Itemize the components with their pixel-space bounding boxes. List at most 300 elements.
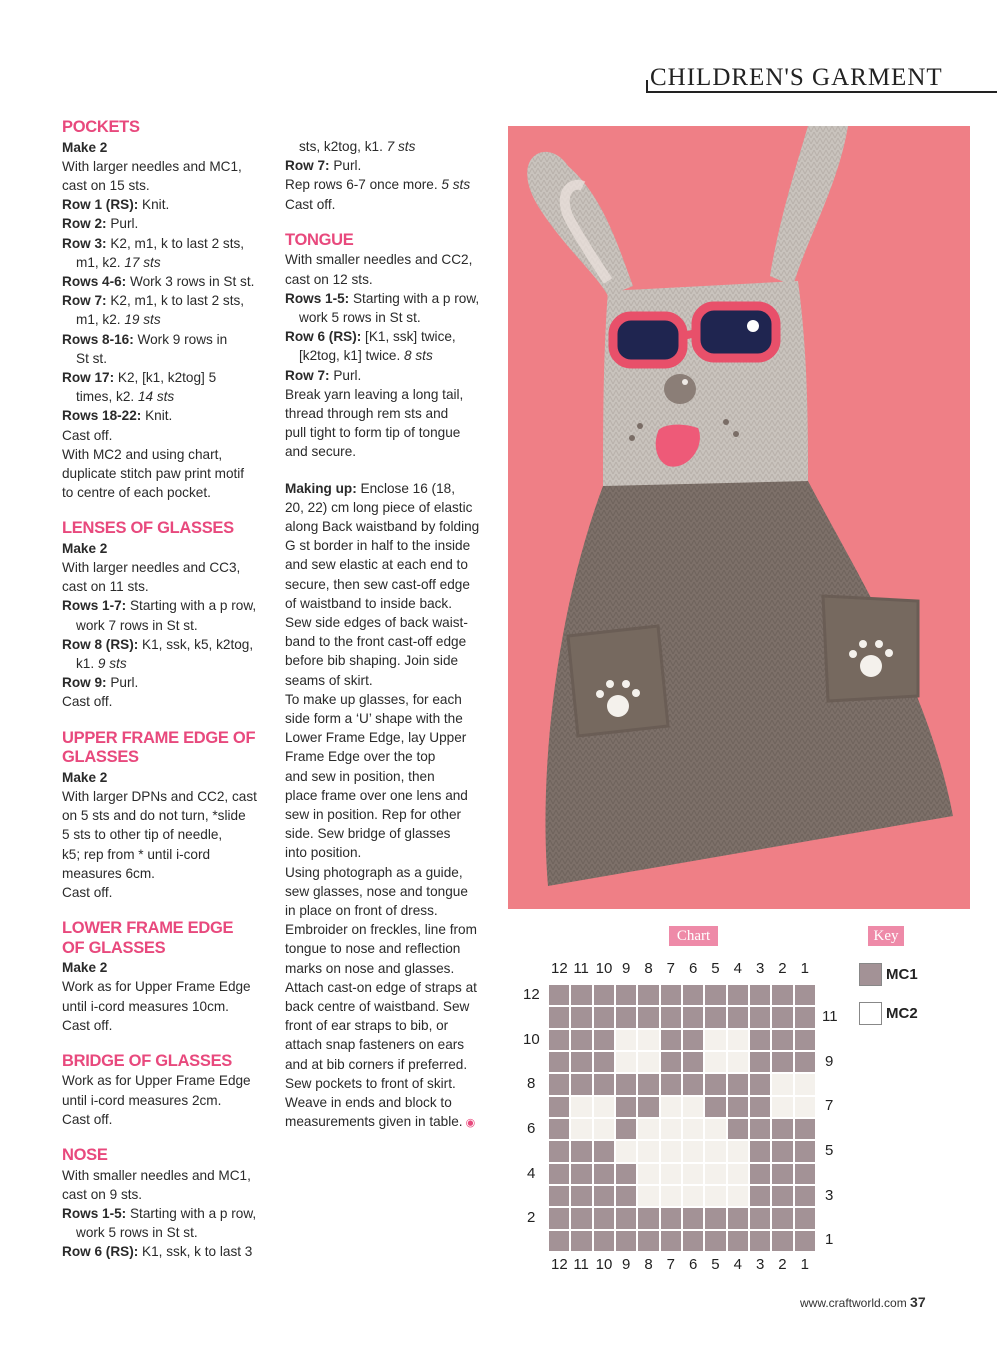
instruction-line: Cast off. (62, 1111, 113, 1127)
instruction-line: Work as for Upper Frame Edge (62, 1073, 251, 1089)
chart-col-number-bottom: 8 (644, 1256, 653, 1273)
chart-cell-mc1 (638, 985, 658, 1005)
section-heading: TONGUE (285, 230, 354, 249)
instruction-line: front of ear straps to bib, or (285, 1018, 449, 1034)
chart-label: Chart (669, 926, 718, 946)
chart-cell-mc1 (795, 1164, 815, 1184)
chart-cell-mc1 (728, 1074, 748, 1094)
instruction-line: times, k2. 14 sts (76, 389, 175, 405)
chart-col-number-bottom: 5 (711, 1256, 720, 1273)
instruction-line: Lower Frame Edge, lay Upper (285, 730, 467, 746)
chart-cell-mc1 (594, 1164, 614, 1184)
chart-cell-mc1 (750, 1208, 770, 1228)
chart-cell-mc1 (594, 1030, 614, 1050)
chart-cell-mc1 (705, 1074, 725, 1094)
chart-cell-mc2 (594, 1119, 614, 1139)
section-heading: BRIDGE OF GLASSES (62, 1051, 233, 1070)
instruction-line: measurements given in table. ◉ (285, 1114, 476, 1130)
chart-grid (548, 984, 816, 1252)
chart-col-number-top: 8 (644, 960, 653, 977)
chart-cell-mc2 (772, 1074, 792, 1094)
chart-cell-mc2 (638, 1186, 658, 1206)
instruction-line: Make 2 (62, 139, 108, 155)
pattern-section (285, 137, 495, 214)
instruction-line: cast on 11 sts. (62, 579, 149, 595)
instruction-line: band to the front cast-off edge (285, 634, 467, 650)
chart-cell-mc1 (549, 985, 569, 1005)
chart-col-number-bottom: 4 (733, 1256, 742, 1273)
chart-cell-mc1 (750, 1097, 770, 1117)
chart-cell-mc1 (750, 1119, 770, 1139)
chart-cell-mc1 (594, 1052, 614, 1072)
header-divider (646, 91, 997, 93)
chart-cell-mc1 (683, 985, 703, 1005)
chart-cell-mc2 (728, 1186, 748, 1206)
instruction-line: k1. 9 sts (76, 656, 127, 672)
key-label: Key (868, 926, 904, 946)
chart-cell-mc1 (616, 1119, 636, 1139)
key-swatch-mc2 (859, 1002, 882, 1025)
chart-cell-mc1 (772, 1052, 792, 1072)
instruction-line: cast on 9 sts. (62, 1186, 143, 1202)
chart-cell-mc1 (683, 1074, 703, 1094)
chart-cell-mc1 (728, 1231, 748, 1251)
instruction-line: With smaller needles and MC1, (62, 1167, 251, 1183)
chart-row-number-left: 6 (527, 1119, 536, 1137)
chart-cell-mc1 (728, 1119, 748, 1139)
instruction-line: Rows 1-7: Starting with a p row, (62, 598, 257, 614)
bunny-pinafore-photo (508, 126, 970, 909)
chart-cell-mc1 (616, 1164, 636, 1184)
chart-cell-mc1 (616, 985, 636, 1005)
instruction-line: attach snap fasteners on ears (285, 1037, 465, 1053)
chart-col-number-bottom: 3 (755, 1256, 765, 1273)
chart-cell-mc1 (549, 1208, 569, 1228)
chart-cell-mc1 (795, 985, 815, 1005)
chart-row-number-right: 5 (825, 1141, 834, 1159)
chart-cell-mc2 (705, 1119, 725, 1139)
instruction-line: Frame Edge over the top (285, 749, 436, 765)
chart-cell-mc2 (616, 1052, 636, 1072)
chart-cell-mc1 (549, 1231, 569, 1251)
chart-cell-mc2 (705, 1141, 725, 1161)
chart-cell-mc1 (549, 1164, 569, 1184)
pattern-section (285, 231, 495, 1134)
chart-cell-mc1 (571, 985, 591, 1005)
chart-row-number-left: 10 (523, 1030, 540, 1048)
instruction-line: Attach cast-on edge of straps at (285, 979, 477, 995)
chart-cell-mc1 (772, 1208, 792, 1228)
instruction-line: until i-cord measures 2cm. (62, 1092, 222, 1108)
chart-cell-mc1 (683, 1231, 703, 1251)
chart-cell-mc2 (705, 1186, 725, 1206)
chart-cell-mc1 (795, 1141, 815, 1161)
instruction-line: thread through rem sts and (285, 405, 449, 421)
chart-cell-mc1 (571, 1030, 591, 1050)
chart-col-number-bottom: 11 (573, 1256, 589, 1273)
chart-row-number-right: 9 (825, 1052, 834, 1070)
chart-cell-mc1 (705, 1208, 725, 1228)
instruction-line: Row 7: Purl. (285, 158, 362, 174)
instruction-line: along Back waistband by folding (285, 518, 480, 534)
chart-cell-mc1 (594, 1074, 614, 1094)
instruction-line: into position. (285, 845, 362, 861)
chart-cell-mc1 (772, 1119, 792, 1139)
chart-cell-mc1 (772, 1231, 792, 1251)
instruction-line: Embroider on freckles, line from (285, 922, 477, 938)
chart-row-number-right: 11 (822, 1008, 838, 1025)
chart-cell-mc1 (616, 1208, 636, 1228)
chart-cell-mc1 (549, 1141, 569, 1161)
chart-col-number-bottom: 9 (621, 1256, 631, 1273)
instruction-line: k5; rep from * until i-cord (62, 846, 211, 862)
instruction-line: Rows 4-6: Work 3 rows in St st. (62, 273, 255, 289)
instruction-line: Rep rows 6-7 once more. 5 sts (285, 177, 471, 193)
chart-cell-mc1 (750, 1186, 770, 1206)
instruction-line: sew glasses, nose and tongue (285, 883, 468, 899)
chart-cell-mc1 (549, 1097, 569, 1117)
chart-cell-mc2 (661, 1186, 681, 1206)
instruction-line: Weave in ends and block to (285, 1095, 452, 1111)
chart-cell-mc1 (594, 1186, 614, 1206)
chart-cell-mc1 (772, 1186, 792, 1206)
chart-cell-mc1 (594, 985, 614, 1005)
instruction-line: Break yarn leaving a long tail, (285, 386, 464, 402)
chart-cell-mc1 (705, 1097, 725, 1117)
instruction-line: Row 8 (RS): K1, ssk, k5, k2tog, (62, 636, 254, 652)
chart-cell-mc1 (571, 1186, 591, 1206)
chart-cell-mc1 (728, 985, 748, 1005)
instruction-line: St st. (76, 350, 107, 366)
footer (800, 1294, 926, 1310)
pattern-column-left (62, 118, 272, 1279)
chart-row-number-left: 12 (523, 986, 540, 1003)
chart-row-number-right: 3 (825, 1186, 834, 1204)
instruction-line: Sew pockets to front of skirt. (285, 1075, 456, 1091)
chart-row-number-right: 1 (825, 1231, 834, 1249)
chart-cell-mc1 (750, 1074, 770, 1094)
instruction-line: Rows 1-5: Starting with a p row, (62, 1205, 257, 1221)
instruction-line: secure, then sew cast-off edge (285, 576, 470, 592)
chart-col-number-top: 7 (666, 960, 675, 977)
instruction-line: tongue to nose and reflection (285, 941, 461, 957)
instruction-line: measures 6cm. (62, 865, 155, 881)
chart-cell-mc1 (772, 985, 792, 1005)
chart-cell-mc1 (683, 1052, 703, 1072)
chart-cell-mc2 (638, 1141, 658, 1161)
chart-cell-mc1 (638, 1231, 658, 1251)
instruction-line: before bib shaping. Join side (285, 653, 459, 669)
chart-cell-mc2 (661, 1119, 681, 1139)
chart-cell-mc1 (549, 1074, 569, 1094)
chart-cell-mc1 (750, 1164, 770, 1184)
instruction-line: and secure. (285, 444, 357, 460)
chart-cell-mc1 (594, 1231, 614, 1251)
chart-cell-mc1 (661, 1231, 681, 1251)
section-heading: LOWER FRAME EDGE OF GLASSES (62, 919, 234, 957)
chart-row-number-left: 8 (527, 1075, 536, 1093)
chart-cell-mc1 (594, 1208, 614, 1228)
instruction-line: on 5 sts and do not turn, *slide (62, 808, 246, 824)
chart-cell-mc2 (638, 1164, 658, 1184)
chart-cell-mc2 (728, 1164, 748, 1184)
chart-cell-mc2 (772, 1097, 792, 1117)
chart-cell-mc1 (549, 1007, 569, 1027)
chart-cell-mc1 (750, 1007, 770, 1027)
instruction-line: sts, k2tog, k1. 7 sts (299, 139, 416, 154)
instruction-line: To make up glasses, for each (285, 691, 462, 707)
chart-cell-mc2 (638, 1030, 658, 1050)
chart-cell-mc1 (795, 1119, 815, 1139)
chart-col-number-top: 3 (755, 960, 765, 977)
chart-cell-mc1 (772, 1141, 792, 1161)
key-swatch-mc1 (859, 963, 882, 986)
chart-col-number-bottom: 2 (778, 1256, 787, 1273)
instruction-line: marks on nose and glasses. (285, 960, 455, 976)
end-mark-icon: ◉ (462, 1117, 476, 1130)
instruction-line: m1, k2. 17 sts (76, 254, 161, 270)
chart-cell-mc1 (750, 1231, 770, 1251)
instruction-line: seams of skirt. (285, 672, 373, 688)
instruction-line: 20, 22) cm long piece of elastic (285, 499, 473, 515)
instruction-line: of waistband to inside back. (285, 595, 453, 611)
chart-cell-mc1 (661, 1030, 681, 1050)
chart-cell-mc2 (795, 1074, 815, 1094)
instruction-line: Cast off. (62, 884, 113, 900)
instruction-line: work 5 rows in St st. (76, 1225, 198, 1241)
chart-cell-mc1 (772, 1164, 792, 1184)
instruction-line: Row 7: Purl. (285, 367, 362, 383)
chart-col-number-top: 11 (573, 960, 589, 977)
chart-cell-mc1 (795, 1030, 815, 1050)
instruction-line: Make 2 (62, 960, 108, 976)
chart-cell-mc1 (571, 1231, 591, 1251)
chart-cell-mc1 (772, 1007, 792, 1027)
chart-cell-mc2 (638, 1119, 658, 1139)
chart-cell-mc1 (772, 1030, 792, 1050)
instruction-line: to centre of each pocket. (62, 485, 211, 501)
chart-cell-mc1 (661, 985, 681, 1005)
instruction-line: Making up: Enclose 16 (18, (285, 480, 455, 496)
key-label-mc1: MC1 (886, 966, 918, 983)
instruction-line: Row 7: K2, m1, k to last 2 sts, (62, 293, 245, 309)
instruction-line: Row 6 (RS): K1, ssk, k to last 3 (62, 1244, 253, 1260)
instruction-line: Row 3: K2, m1, k to last 2 sts, (62, 235, 245, 251)
chart-cell-mc2 (683, 1141, 703, 1161)
instruction-line: cast on 12 sts. (285, 271, 373, 287)
section-heading: POCKETS (62, 118, 140, 136)
chart-cell-mc1 (728, 1007, 748, 1027)
chart-cell-mc1 (750, 1052, 770, 1072)
chart-cell-mc2 (661, 1164, 681, 1184)
chart-cell-mc1 (705, 1007, 725, 1027)
instruction-line: Cast off. (62, 427, 113, 443)
chart-cell-mc2 (683, 1097, 703, 1117)
chart-col-number-bottom: 6 (688, 1256, 698, 1273)
instruction-line: With larger DPNs and CC2, cast (62, 788, 257, 804)
instruction-line: Sew side edges of back waist- (285, 614, 468, 630)
chart-row-number-right: 7 (825, 1097, 834, 1115)
instruction-line: Row 6 (RS): [K1, ssk] twice, (285, 329, 456, 345)
footer-site: www.craftworld.com (800, 1296, 907, 1310)
chart-cell-mc2 (705, 1164, 725, 1184)
instruction-line: Cast off. (285, 196, 336, 212)
instruction-line: m1, k2. 19 sts (76, 312, 161, 328)
chart-cell-mc2 (683, 1186, 703, 1206)
pattern-section (62, 729, 272, 902)
instruction-line: [k2tog, k1] twice. 8 sts (299, 348, 433, 364)
instruction-line: place frame over one lens and (285, 787, 468, 803)
page-number: 37 (910, 1294, 926, 1310)
chart-cell-mc1 (705, 1231, 725, 1251)
instruction-line: 5 sts to other tip of needle, (62, 827, 223, 843)
chart-cell-mc2 (594, 1097, 614, 1117)
pattern-section (62, 519, 272, 711)
chart-col-number-top: 1 (800, 960, 809, 977)
instruction-line: Rows 8-16: Work 9 rows in (62, 331, 228, 347)
pattern-column-right (285, 137, 495, 1150)
chart-cell-mc1 (549, 1030, 569, 1050)
chart-cell-mc1 (683, 1030, 703, 1050)
chart-cell-mc2 (683, 1164, 703, 1184)
chart-col-number-bottom: 1 (800, 1256, 809, 1273)
instruction-line: Cast off. (62, 694, 113, 710)
chart-col-number-top: 2 (778, 960, 787, 977)
chart-cell-mc1 (661, 1208, 681, 1228)
chart-cell-mc1 (795, 1052, 815, 1072)
chart-cell-mc1 (594, 1007, 614, 1027)
chart-cell-mc1 (616, 1186, 636, 1206)
chart-cell-mc1 (795, 1208, 815, 1228)
chart-cell-mc1 (571, 1007, 591, 1027)
chart-cell-mc2 (795, 1097, 815, 1117)
instruction-line: and sew in position, then (285, 768, 435, 784)
instruction-line: Rows 1-5: Starting with a p row, (285, 290, 480, 306)
instruction-line: Row 1 (RS): Knit. (62, 197, 170, 213)
chart-cell-mc1 (616, 1097, 636, 1117)
chart-cell-mc1 (549, 1186, 569, 1206)
chart-cell-mc2 (728, 1052, 748, 1072)
instruction-line: side. Sew bridge of glasses (285, 826, 451, 842)
pattern-section (62, 118, 272, 502)
chart-cell-mc1 (661, 1007, 681, 1027)
chart-cell-mc1 (750, 1030, 770, 1050)
instruction-line: Row 17: K2, [k1, k2tog] 5 (62, 369, 217, 385)
chart-cell-mc1 (683, 1208, 703, 1228)
instruction-line: Rows 18-22: Knit. (62, 408, 173, 424)
chart-cell-mc1 (661, 1074, 681, 1094)
instruction-line: work 5 rows in St st. (299, 309, 421, 325)
chart-cell-mc1 (549, 1119, 569, 1139)
chart-cell-mc1 (683, 1007, 703, 1027)
chart-cell-mc1 (728, 1097, 748, 1117)
chart-cell-mc1 (795, 1231, 815, 1251)
instruction-line: Using photograph as a guide, (285, 864, 463, 880)
chart-cell-mc2 (571, 1097, 591, 1117)
chart-cell-mc1 (705, 985, 725, 1005)
chart-cell-mc2 (705, 1030, 725, 1050)
chart-row-number-left: 2 (527, 1209, 536, 1227)
chart-cell-mc2 (683, 1119, 703, 1139)
chart-cell-mc1 (571, 1141, 591, 1161)
section-heading: NOSE (62, 1146, 108, 1165)
instruction-line: sew in position. Rep for other (285, 807, 462, 822)
chart-cell-mc1 (616, 1074, 636, 1094)
chart-cell-mc1 (750, 985, 770, 1005)
section-title: CHILDREN'S GARMENT (650, 64, 943, 91)
chart-col-number-top: 9 (621, 960, 631, 977)
chart-cell-mc2 (661, 1097, 681, 1117)
pattern-section (62, 1052, 272, 1129)
chart-cell-mc1 (728, 1208, 748, 1228)
chart-cell-mc1 (638, 1007, 658, 1027)
chart-col-number-bottom: 7 (666, 1256, 675, 1273)
chart-cell-mc1 (616, 1007, 636, 1027)
chart-cell-mc1 (594, 1141, 614, 1161)
chart-cell-mc1 (750, 1141, 770, 1161)
instruction-line: work 7 rows in St st. (76, 617, 198, 633)
chart-cell-mc2 (728, 1141, 748, 1161)
section-heading: LENSES OF GLASSES (62, 519, 234, 538)
chart-cell-mc1 (571, 1164, 591, 1184)
chart-cell-mc1 (638, 1208, 658, 1228)
chart-cell-mc1 (795, 1186, 815, 1206)
instruction-line: pull tight to form tip of tongue (285, 425, 461, 441)
instruction-line: until i-cord measures 10cm. (62, 998, 229, 1014)
chart-cell-mc2 (571, 1119, 591, 1139)
chart-col-number-top: 4 (733, 960, 742, 977)
instruction-line: duplicate stitch paw print motif (62, 465, 245, 481)
chart-col-number-bottom: 10 (595, 1256, 613, 1273)
instruction-line: Make 2 (62, 540, 108, 556)
instruction-line: and at bib corners if preferred. (285, 1056, 468, 1072)
chart-cell-mc2 (638, 1052, 658, 1072)
instruction-line: cast on 15 sts. (62, 177, 150, 193)
section-heading: UPPER FRAME EDGE OF GLASSES (62, 728, 256, 767)
chart-cell-mc2 (661, 1141, 681, 1161)
instruction-line: and sew elastic at each end to (285, 557, 468, 573)
instruction-line: back centre of waistband. Sew (285, 999, 470, 1015)
chart-col-number-top: 5 (711, 960, 720, 977)
instruction-line: G st border in half to the inside (285, 538, 471, 554)
instruction-line: Work as for Upper Frame Edge (62, 979, 251, 995)
chart-cell-mc1 (661, 1052, 681, 1072)
instruction-line: Row 9: Purl. (62, 675, 139, 691)
instruction-line: Row 2: Purl. (62, 216, 139, 232)
instruction-line: Cast off. (62, 1017, 113, 1033)
instruction-line: With larger needles and MC1, (62, 158, 242, 174)
instruction-line: in place on front of dress. (285, 903, 438, 919)
chart-cell-mc1 (616, 1231, 636, 1251)
chart-cell-mc1 (549, 1052, 569, 1072)
chart-col-number-top: 6 (688, 960, 698, 977)
chart-cell-mc2 (705, 1052, 725, 1072)
pattern-section (62, 919, 272, 1035)
chart-cell-mc2 (616, 1030, 636, 1050)
chart-cell-mc1 (638, 1074, 658, 1094)
chart-cell-mc1 (571, 1074, 591, 1094)
chart-row-number-left: 4 (527, 1164, 536, 1182)
instruction-line: side form a ‘U’ shape with the (285, 710, 463, 726)
chart-cell-mc1 (571, 1052, 591, 1072)
chart-cell-mc2 (728, 1030, 748, 1050)
chart-cell-mc1 (571, 1208, 591, 1228)
key-label-mc2: MC2 (886, 1005, 918, 1022)
chart-col-number-bottom: 12 (551, 1256, 568, 1273)
chart-cell-mc1 (795, 1007, 815, 1027)
chart-cell-mc1 (638, 1097, 658, 1117)
instruction-line: With smaller needles and CC2, (285, 252, 473, 268)
